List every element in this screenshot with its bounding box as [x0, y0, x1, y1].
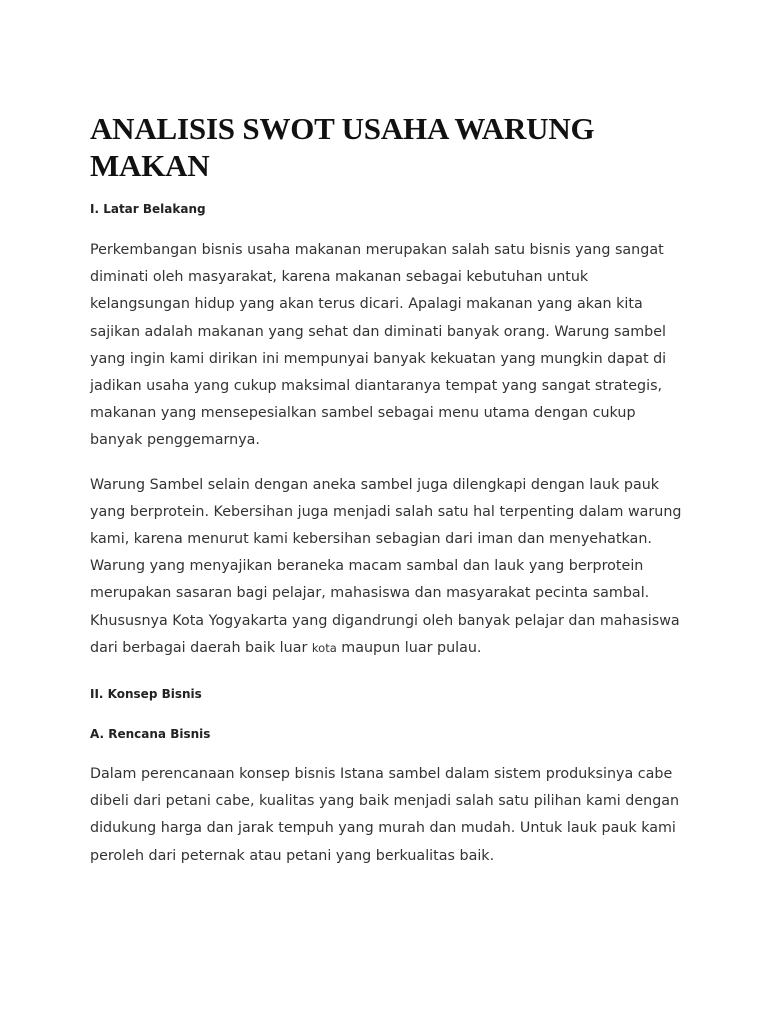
paragraph-rencana-bisnis: Dalam perencanaan konsep bisnis Istana sambel dalam sistem produksinya cabe dibeli dari petani cabe, kualitas yang baik menjadi salah satu pilihan kami dengan didukung harga dan jarak tempuh yang murah dan mudah. Untuk lauk pauk kami peroleh dari peternak atau petani yang berkualitas baik. [90, 766, 680, 864]
document-page [90, 110, 690, 870]
paragraph-latar-belakang-2 [90, 472, 690, 662]
paragraph-text: maupun luar pulau. [336, 639, 482, 656]
section-heading-latar-belakang: I. Latar Belakang [90, 202, 206, 216]
section-heading-konsep-bisnis: II. Konsep Bisnis [90, 687, 202, 702]
paragraph-latar-belakang-1: Perkembangan bisnis usaha makanan merupakan salah satu bisnis yang sangat diminati oleh masyarakat, karena makanan sebagai kebutuhan untuk kelangsungan hidup yang akan terus dicari. Apalagi makanan yang akan kita sajikan adalah makanan yang sehat dan diminati banyak orang. Warung sambel yang ingin kami dirikan ini mempunyai banyak kekuatan yang mungkin dapat di jadikan usaha yang cukup maksimal diantaranya tempat yang sangat strategis, makanan yang mensepesialkan sambel sebagai menu utama dengan cukup banyak penggemarnya. [90, 242, 667, 449]
document-title: ANALISIS SWOT USAHA WARUNG MAKAN [90, 111, 595, 183]
subsection-heading-rencana-bisnis: A. Rencana Bisnis [90, 727, 211, 742]
paragraph-text: Warung Sambel selain dengan aneka sambel juga dilengkapi dengan lauk pauk yang berprotein. Kebersihan juga menjadi salah satu hal terpenting dalam warung kami, karena menurut kami kebersihan sebagian dari iman dan menyehatkan. Warung yang menyajikan beraneka macam sambal dan lauk yang berprotein merupakan sasaran bagi pelajar, mahasiswa dan masyarakat pecinta sambal. Khususnya Kota Yogyakarta yang digandrungi oleh banyak pelajar dan mahasiswa dari berbagai daerah baik luar [90, 476, 682, 656]
paragraph-small-word: kota [311, 640, 337, 655]
